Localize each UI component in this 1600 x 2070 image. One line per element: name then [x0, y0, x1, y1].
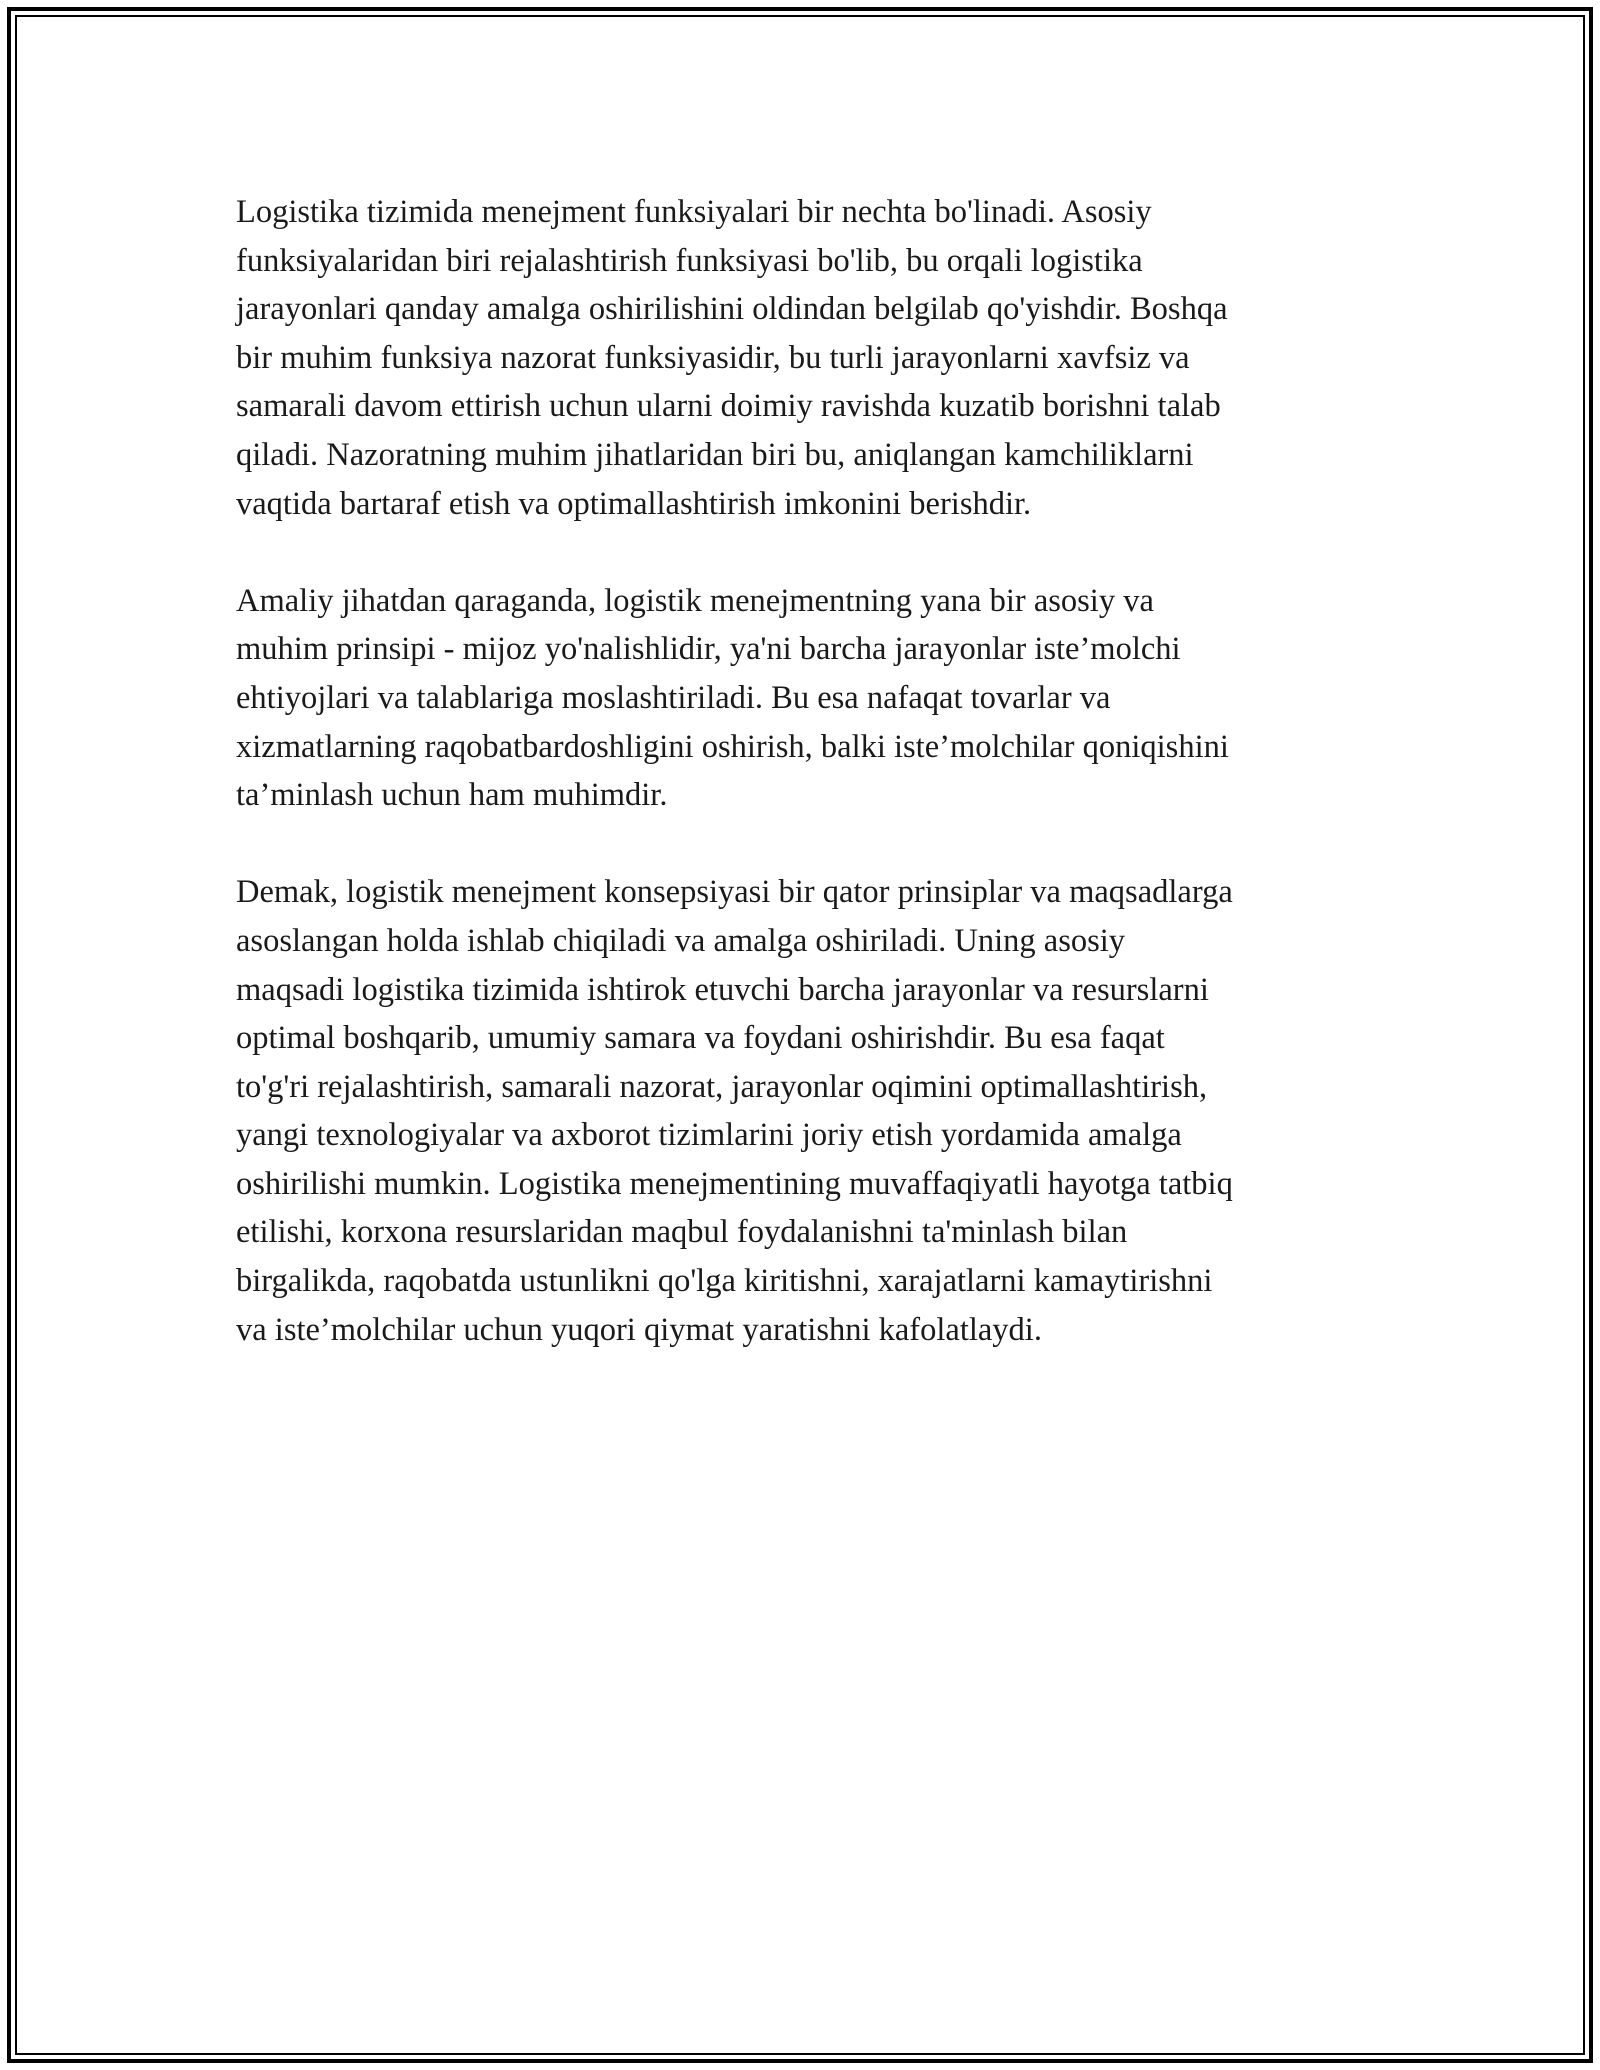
paragraph-customer-orientation: Amaliy jihatdan qaraganda, logistik menejmentning yana bir asosiy va muhim prinsipi - mijoz yo'nalishlidir, ya'ni barcha jarayonlar iste’molchi ehtiyojlari va talablariga moslashtiriladi. Bu esa nafaqat tovarlar va xizmatlarning raqobatbardoshligini oshirish, balki iste’molchilar qoniqishini ta’minlash uchun ham muhimdir.: [236, 582, 1229, 814]
document-body: [236, 188, 1386, 1403]
paragraph-planning-control: Logistika tizimida menejment funksiyalari bir nechta bo'linadi. Asosiy funksiyalaridan biri rejalashtirish funksiyasi bo'lib, bu orqali logistika jarayonlari qanday amalga oshirilishini oldindan belgilab qo'yishdir. Boshqa bir muhim funksiya nazorat funksiyasidir, bu turli jarayonlarni xavfsiz va samarali davom ettirish uchun ularni doimiy ravishda kuzatib borishni talab qiladi. Nazoratning muhim jihatlaridan biri bu, aniqlangan kamchiliklarni vaqtida bartaraf etish va optimallashtirish imkonini berishdir.: [236, 194, 1228, 522]
paragraph-conclusion: Demak, logistik menejment konsepsiyasi bir qator prinsiplar va maqsadlarga asoslangan holda ishlab chiqiladi va amalga oshiriladi. Uning asosiy maqsadi logistika tizimida ishtirok etuvchi barcha jarayonlar va resurslarni optimal boshqarib, umumiy samara va foydani oshirishdir. Bu esa faqat to'g'ri rejalashtirish, samarali nazorat, jarayonlar oqimini optimallashtirish, yangi texnologiyalar va axborot tizimlarini joriy etish yordamida amalga oshirilishi mumkin. Logistika menejmentining muvaffaqiyatli hayotga tatbiq etilishi, korxona resurslaridan maqbul foydalanishni ta'minlash bilan birgalikda, raqobatda ustunlikni qo'lga kiritishni, xarajatlarni kamaytirishni va iste’molchilar uchun yuqori qiymat yaratishni kafolatlaydi.: [236, 874, 1233, 1348]
